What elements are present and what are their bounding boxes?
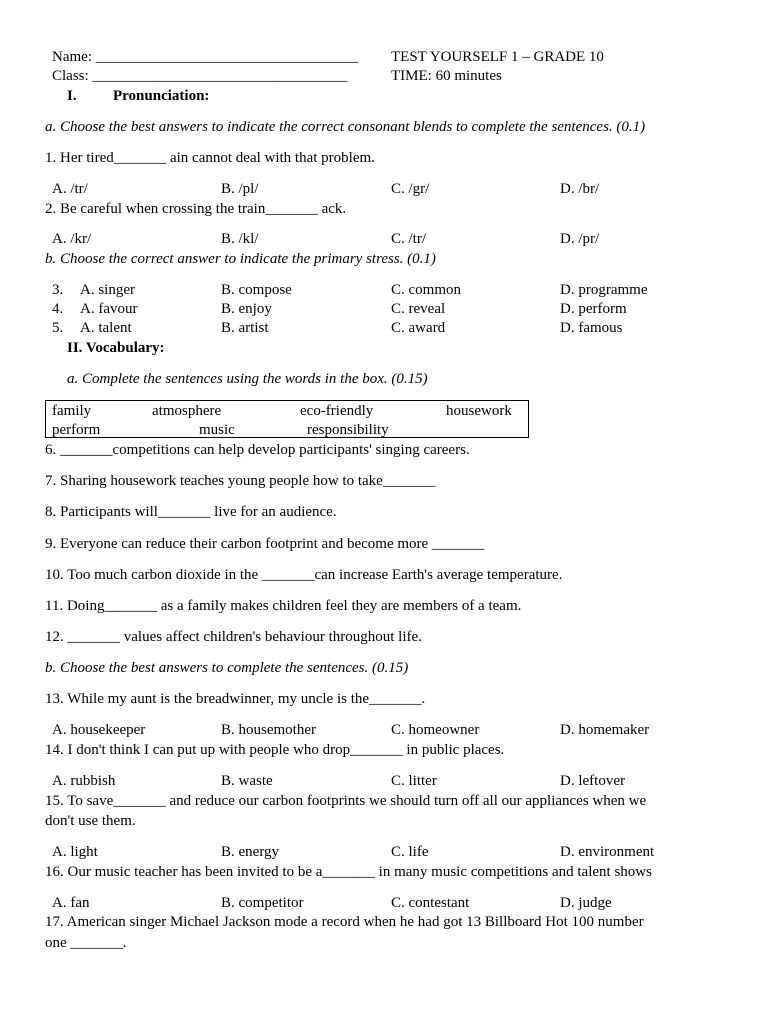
question-17-line-2: one _______. — [45, 935, 127, 951]
q4-option-a: A. favour — [80, 301, 138, 317]
q1-option-b: B. /pl/ — [221, 181, 259, 197]
q3-option-a: A. singer — [80, 282, 135, 298]
question-9: 9. Everyone can reduce their carbon footprint and become more _______ — [45, 536, 485, 552]
section1-numeral: I. — [67, 88, 77, 104]
section1-part-a-instruction: a. Choose the best answers to indicate the correct consonant blends to complete the sentences. (0.1) — [45, 119, 646, 135]
q5-option-a: A. talent — [80, 320, 132, 336]
question-10: 10. Too much carbon dioxide in the _______can increase Earth's average temperature. — [45, 567, 563, 583]
q13-option-c: C. homeowner — [391, 722, 480, 738]
q1-option-c: C. /gr/ — [391, 181, 430, 197]
q13-option-d: D. homemaker — [560, 722, 650, 738]
q16-option-a: A. fan — [52, 895, 90, 911]
q2-option-c: C. /tr/ — [391, 231, 427, 247]
class-field-label: Class: __________________________________ — [52, 68, 348, 84]
q16-option-d: D. judge — [560, 895, 612, 911]
question-15-line-2: don't use them. — [45, 813, 136, 829]
q1-option-a: A. /tr/ — [52, 181, 88, 197]
section2-part-b-instruction: b. Choose the best answers to complete the sentences. (0.15) — [45, 660, 409, 676]
q14-option-b: B. waste — [221, 773, 273, 789]
question-6: 6. _______competitions can help develop participants' singing careers. — [45, 442, 470, 458]
word-box-item: music — [199, 422, 235, 438]
question-12: 12. _______ values affect children's behaviour throughout life. — [45, 629, 422, 645]
word-box-item: family — [52, 403, 92, 419]
q13-option-a: A. housekeeper — [52, 722, 146, 738]
q2-option-b: B. /kl/ — [221, 231, 259, 247]
q2-option-d: D. /pr/ — [560, 231, 600, 247]
name-field-label: Name: ___________________________________ — [52, 49, 359, 65]
word-box-item: responsibility — [307, 422, 389, 438]
word-box — [45, 400, 529, 438]
q14-option-c: C. litter — [391, 773, 437, 789]
time-label: TIME: 60 minutes — [391, 68, 502, 84]
q14-option-a: A. rubbish — [52, 773, 116, 789]
q16-option-b: B. competitor — [221, 895, 304, 911]
q4-option-d: D. perform — [560, 301, 627, 317]
question-16: 16. Our music teacher has been invited to be a_______ in many music competitions and talent shows — [45, 864, 652, 880]
q5-option-d: D. famous — [560, 320, 623, 336]
word-box-item: eco-friendly — [300, 403, 374, 419]
word-box-item: housework — [446, 403, 512, 419]
question-13: 13. While my aunt is the breadwinner, my uncle is the_______. — [45, 691, 426, 707]
q3-option-b: B. compose — [221, 282, 292, 298]
q3-option-c: C. common — [391, 282, 461, 298]
q3-number: 3. — [52, 282, 64, 298]
q15-option-b: B. energy — [221, 844, 280, 860]
q15-option-d: D. environment — [560, 844, 655, 860]
q5-option-c: C. award — [391, 320, 446, 336]
question-2: 2. Be careful when crossing the train_______ ack. — [45, 201, 347, 217]
question-11: 11. Doing_______ as a family makes children feel they are members of a team. — [45, 598, 522, 614]
q5-option-b: B. artist — [221, 320, 269, 336]
q5-number: 5. — [52, 320, 64, 336]
word-box-item: perform — [52, 422, 101, 438]
q4-number: 4. — [52, 301, 64, 317]
q13-option-b: B. housemother — [221, 722, 316, 738]
question-17-line-1: 17. American singer Michael Jackson mode a record when he had got 13 Billboard Hot 100 number — [45, 914, 644, 930]
question-15-line-1: 15. To save_______ and reduce our carbon footprints we should turn off all our appliances when we — [45, 793, 647, 809]
section2-part-a-instruction: a. Complete the sentences using the words in the box. (0.15) — [67, 371, 428, 387]
word-box-item: atmosphere — [152, 403, 222, 419]
question-7: 7. Sharing housework teaches young people how to take_______ — [45, 473, 436, 489]
q14-option-d: D. leftover — [560, 773, 625, 789]
question-14: 14. I don't think I can put up with people who drop_______ in public places. — [45, 742, 505, 758]
question-1: 1. Her tired_______ ain cannot deal with that problem. — [45, 150, 375, 166]
q1-option-d: D. /br/ — [560, 181, 600, 197]
section2-title: II. Vocabulary: — [67, 340, 165, 356]
q15-option-a: A. light — [52, 844, 98, 860]
q16-option-c: C. contestant — [391, 895, 470, 911]
test-title: TEST YOURSELF 1 – GRADE 10 — [391, 49, 604, 65]
q3-option-d: D. programme — [560, 282, 648, 298]
section1-part-b-instruction: b. Choose the correct answer to indicate the primary stress. (0.1) — [45, 251, 436, 267]
section1-title: Pronunciation: — [113, 88, 210, 104]
q15-option-c: C. life — [391, 844, 429, 860]
q4-option-c: C. reveal — [391, 301, 446, 317]
question-8: 8. Participants will_______ live for an audience. — [45, 504, 337, 520]
q4-option-b: B. enjoy — [221, 301, 272, 317]
q2-option-a: A. /kr/ — [52, 231, 92, 247]
